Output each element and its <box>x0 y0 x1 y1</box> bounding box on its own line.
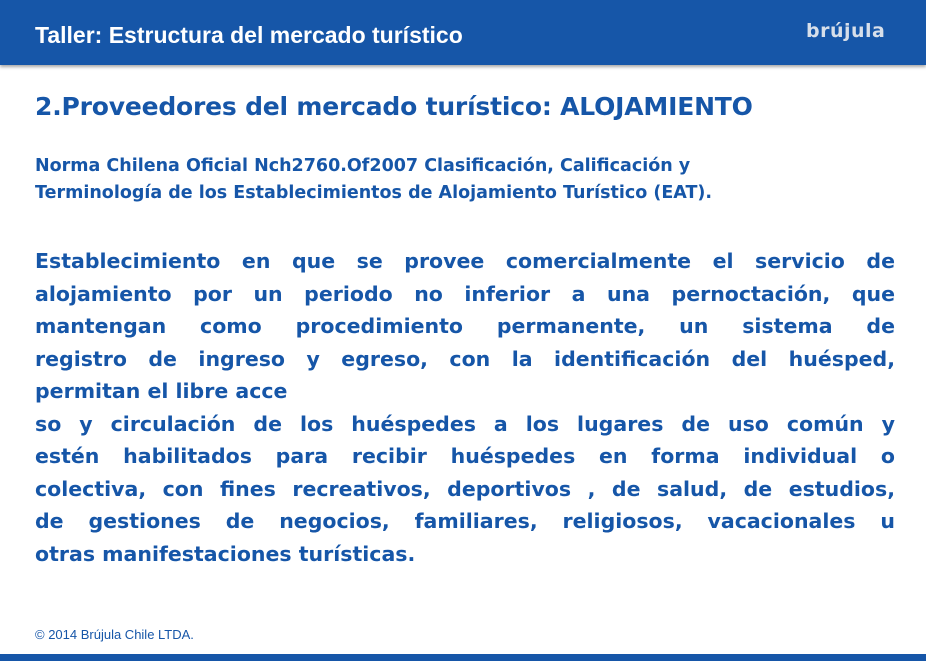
slide-title: Taller: Estructura del mercado turístico <box>35 22 463 48</box>
header-bar <box>0 0 926 65</box>
copyright-notice: © 2014 Brújula Chile LTDA. <box>35 627 194 642</box>
section-heading: 2.Proveedores del mercado turístico: ALOJAMIENTO <box>35 92 753 121</box>
paragraph-line: Establecimiento en que se provee comercialmente el servicio de <box>35 249 895 273</box>
paragraph-line: mantengan como procedimiento permanente, un sistema de <box>35 314 895 338</box>
brujula-logo: brújula <box>806 20 886 42</box>
paragraph-line: estén habilitados para recibir huéspedes en forma individual o <box>35 444 895 468</box>
paragraph-line: alojamiento por un periodo no inferior a una pernoctación, que <box>35 281 895 306</box>
norma-line: Terminología de los Establecimientos de Alojamiento Turístico (EAT). <box>35 183 713 203</box>
norma-line: Norma Chilena Oficial Nch2760.Of2007 Clasificación, Calificación y <box>35 156 691 176</box>
norma-reference <box>35 153 895 207</box>
footer-bar <box>0 654 926 661</box>
paragraph-line: colectiva, con fines recreativos, deportivos , de salud, de estudios, <box>35 476 895 501</box>
paragraph-line: permitan el libre acce <box>35 379 288 403</box>
paragraph-line: otras manifestaciones turísticas. <box>35 541 416 566</box>
definition-paragraph <box>35 245 895 570</box>
paragraph-line: so y circulación de los huéspedes a los lugares de uso común y <box>35 411 895 436</box>
paragraph-line: registro de ingreso y egreso, con la identificación del huésped, <box>35 346 895 371</box>
paragraph-line: de gestiones de negocios, familiares, religiosos, vacacionales u <box>35 509 895 533</box>
